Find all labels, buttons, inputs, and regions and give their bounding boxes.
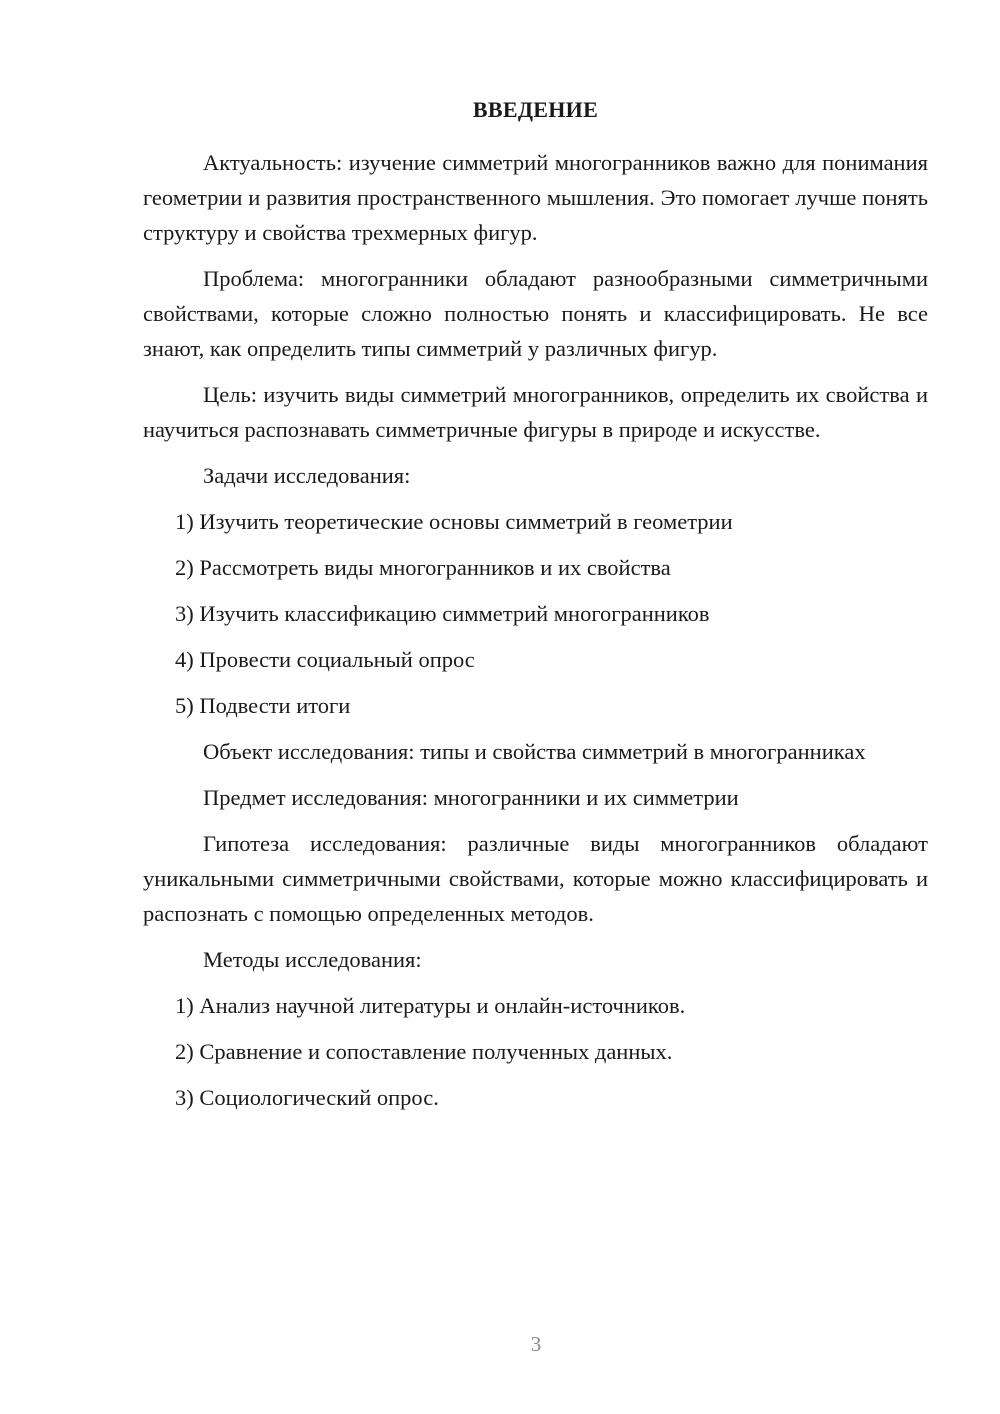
methods-label: Методы исследования: [203,947,422,972]
page-number: 3 [530,1332,542,1356]
hypothesis-paragraph: Гипотеза исследования: различные виды многогранников обладают уникальными симметричными свойствами, которые можно классифицировать и распознать с помощью определенных методов. [143,831,928,926]
method-item: 2) Сравнение и сопоставление полученных данных. [175,1039,673,1064]
problem-paragraph: Проблема: многогранники обладают разнообразными симметричными свойствами, которые сложно полностью понять и классифицировать. Не все знают, как определить типы симметрий у различных фигур. [143,266,928,361]
object-paragraph: Объект исследования: типы и свойства симметрий в многогранниках [203,739,866,764]
tasks-label: Задачи исследования: [203,463,411,488]
task-item: 5) Подвести итоги [175,693,351,718]
task-item: 3) Изучить классификацию симметрий многогранников [175,601,710,626]
document-page [143,92,928,1126]
task-item: 4) Провести социальный опрос [175,647,475,672]
subject-paragraph: Предмет исследования: многогранники и их симметрии [203,785,739,810]
section-heading: ВВЕДЕНИЕ [472,97,599,122]
method-item: 3) Социологический опрос. [175,1085,439,1110]
relevance-paragraph: Актуальность: изучение симметрий многогранников важно для понимания геометрии и развития пространственного мышления. Это помогает лучше понять структуру и свойства трехмерных фигур. [143,150,928,245]
method-item: 1) Анализ научной литературы и онлайн-источников. [175,993,686,1018]
task-item: 2) Рассмотреть виды многогранников и их свойства [175,555,671,580]
goal-paragraph: Цель: изучить виды симметрий многогранников, определить их свойства и научиться распознавать симметричные фигуры в природе и искусстве. [143,382,928,442]
task-item: 1) Изучить теоретические основы симметрий в геометрии [175,509,733,534]
